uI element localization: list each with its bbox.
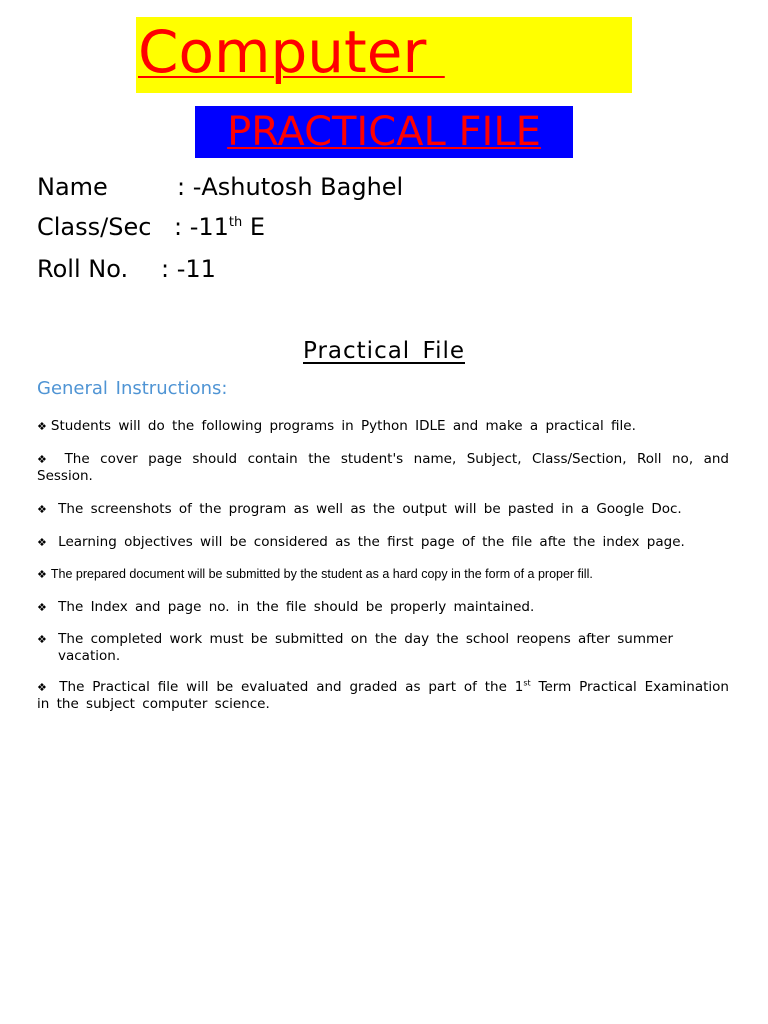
diamond-bullet-icon: ❖: [37, 420, 47, 433]
diamond-bullet-icon: ❖: [37, 536, 47, 549]
name-separator: : -: [177, 173, 202, 201]
practical-file-heading: Practical File: [303, 338, 465, 364]
roll-separator: : -: [161, 255, 186, 283]
instruction-text: Learning objectives will be considered as the first page of the file afte the index page.: [58, 534, 685, 550]
instruction-item: [37, 631, 729, 664]
roll-label: Roll No.: [37, 255, 129, 283]
cover-title: Computer: [138, 18, 445, 86]
diamond-bullet-icon: ❖: [37, 601, 47, 614]
name-value: Ashutosh Baghel: [201, 173, 404, 201]
class-label: Class/Sec: [37, 213, 152, 241]
class-value-superscript: th: [228, 215, 243, 230]
instruction-item: [37, 534, 729, 551]
student-class-row: [37, 212, 265, 242]
instruction-item: [37, 679, 729, 712]
instruction-text: The Practical file will be evaluated and graded as part of the 1: [59, 679, 524, 695]
instruction-text: The cover page should contain the student's name, Subject, Class/Section, Roll no, and Session.: [37, 451, 729, 484]
roll-value: 11: [185, 255, 216, 283]
instruction-item: [37, 501, 729, 518]
student-roll-row: [37, 254, 216, 284]
class-value-section: E: [242, 213, 266, 241]
instruction-text: The screenshots of the program as well as the output will be pasted in a Google Doc.: [58, 501, 682, 517]
instruction-item: [37, 599, 729, 616]
instruction-item: [37, 418, 729, 435]
class-value-number: 11: [198, 213, 229, 241]
diamond-bullet-icon: ❖: [37, 633, 47, 646]
student-name-row: [37, 172, 403, 202]
instruction-text-continued: Term Practical Examination in the subject computer science.: [37, 679, 729, 712]
instruction-item: [37, 451, 729, 484]
instruction-text: The prepared document will be submitted by the student as a hard copy in the form of a proper fill.: [50, 567, 593, 581]
general-instructions-heading: General Instructions:: [37, 378, 228, 399]
instruction-superscript: st: [523, 678, 531, 688]
instruction-text: The Index and page no. in the file should be properly maintained.: [58, 599, 535, 615]
diamond-bullet-icon: ❖: [37, 453, 51, 466]
name-label: Name: [37, 173, 108, 201]
cover-subtitle: PRACTICAL FILE: [227, 109, 541, 155]
class-separator: : -: [174, 213, 199, 241]
diamond-bullet-icon: ❖: [37, 569, 47, 581]
instruction-text: The completed work must be submitted on the day the school reopens after summer vacation.: [58, 631, 673, 664]
instruction-text: Students will do the following programs in Python IDLE and make a practical file.: [50, 418, 636, 434]
diamond-bullet-icon: ❖: [37, 503, 47, 516]
instruction-item: [37, 566, 729, 583]
diamond-bullet-icon: ❖: [37, 681, 48, 694]
